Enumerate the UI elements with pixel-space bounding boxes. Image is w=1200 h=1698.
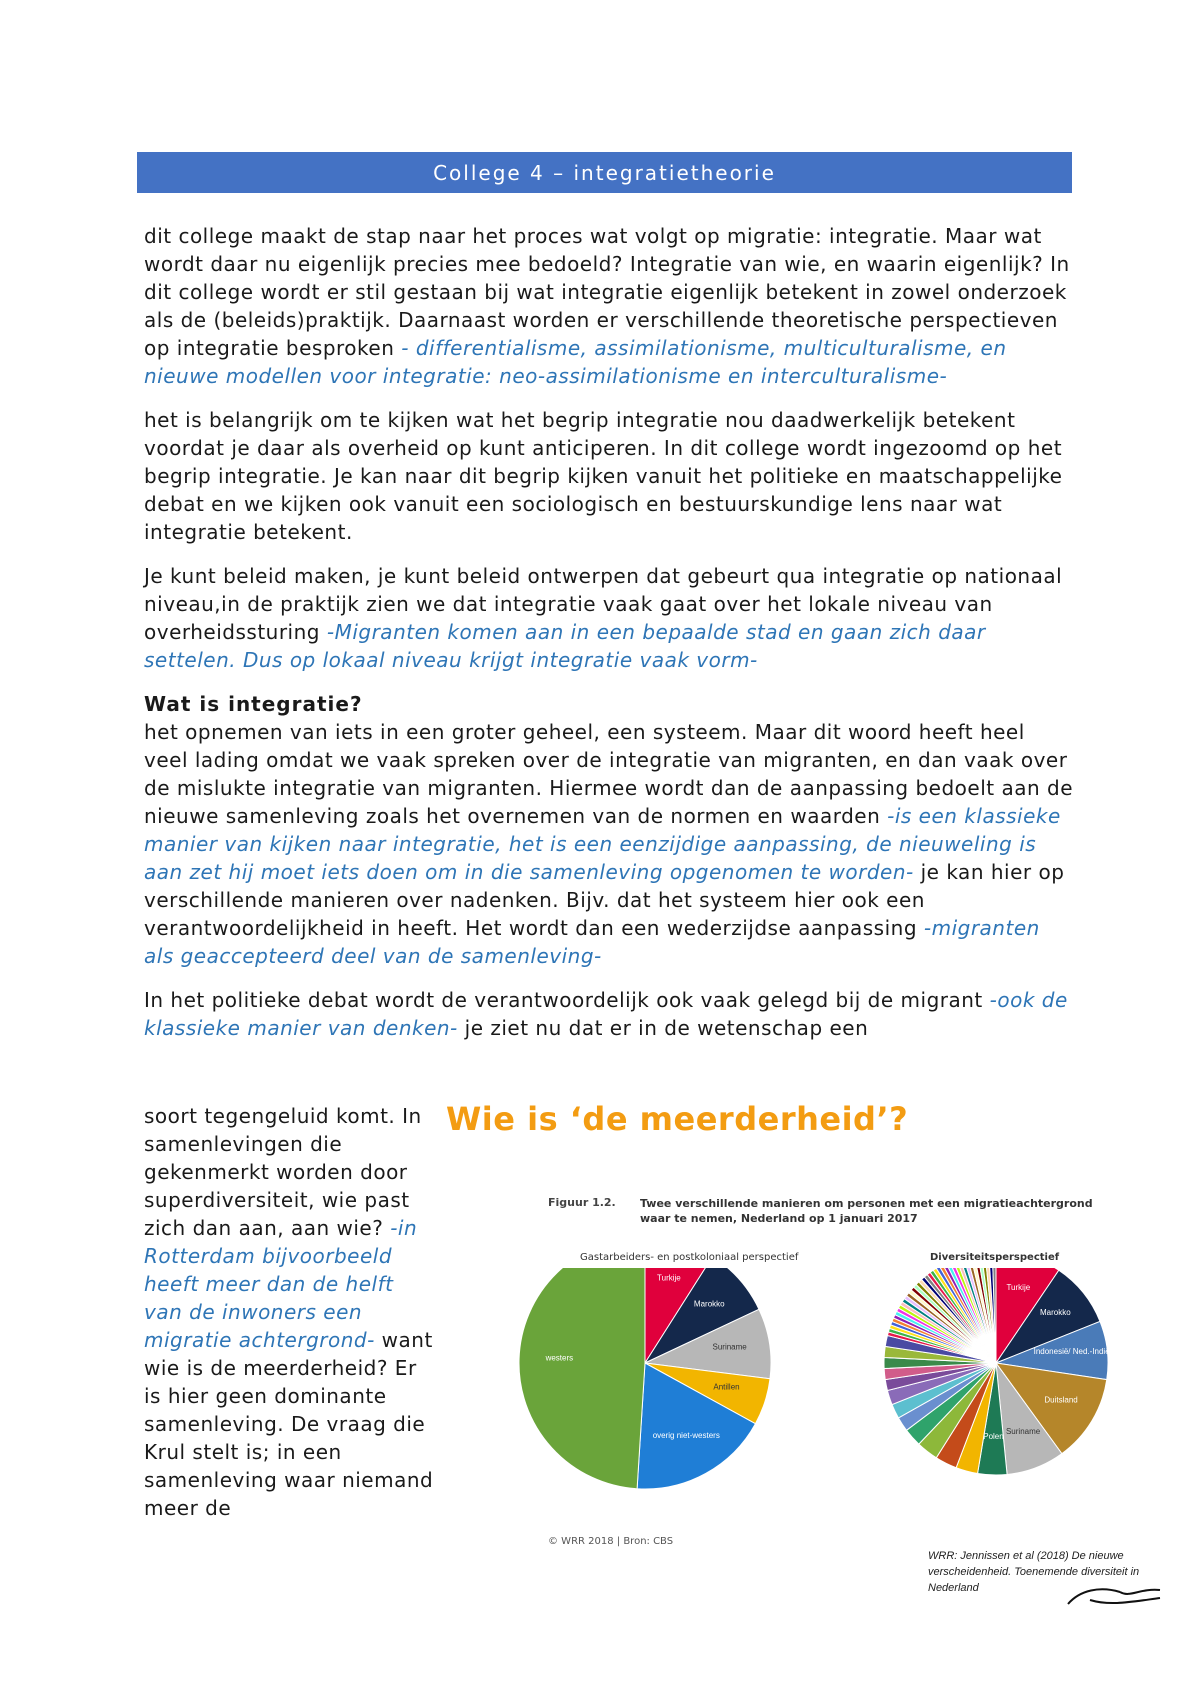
pie2-label-5: Polen [983,1432,1004,1442]
note-rotterdam: -in Rotterdam bijvoorbeeld heeft meer dan de helft van de inwoners een migratie achtergrond- [144,1216,418,1352]
paragraph-concept-text: het is belangrijk om te kijken wat het begrip integratie nou daadwerkelijk betekent voordat je daar als overheid op kunt anticiperen. In dit college wordt ingezoomd op het begrip integratie. Je kan naar dit begrip kijken vanuit het politieke en maatschappelijke debat en we kijken ook vanuit een sociologisch en bestuurskundige lens naar wat integratie betekent. [144,408,1063,544]
paragraph-political-debate-text: In het politieke debat wordt de verantwoordelijk ook vaak gelegd bij de migrant [144,988,990,1012]
paragraph-intro [144,222,1074,390]
pie1-slice-5 [519,1268,645,1489]
figure-caption: Twee verschillende manieren om personen met een migratieachtergrond waar te nemen, Nederland op 1 januari 2017 [640,1197,1093,1225]
pie2-label-1: Marokko [1039,1308,1071,1318]
figure-majority [430,1100,1170,1620]
side-text-a: soort tegengeluid komt. In samenlevingen die gekenmerkt worden door superdiversiteit, wie past zich dan aan, aan wie? [144,1104,422,1240]
pie2-label-3: Duitsland [1044,1395,1078,1405]
section-title-bar [137,152,1072,193]
side-text-b: want wie is de meerderheid? Er is hier geen dominante samenleving. De vraag die Krul stelt is; in een samenleving waar niemand meer de [144,1328,434,1520]
paragraph-political-debate [144,986,1074,1042]
pie1-label-5: westers [545,1353,574,1363]
erasmus-logo [1060,1580,1170,1614]
paragraph-what-is-integration [144,690,1074,970]
note-local-level: -Migranten komen aan in een bepaalde stad en gaan zich daar settelen. Dus op lokaal niveau krijgt integratie vaak vorm- [144,620,986,672]
note-accepted-part: -migranten als geaccepteerd deel van de samenleving- [144,916,1040,968]
paragraph-policy-level [144,562,1074,674]
paragraph-definition-text: het opnemen van iets in een groter geheel, een systeem. Maar dit woord heeft heel veel lading omdat we vaak spreken over de integratie van migranten, en dan vaak over de mislukte integratie van migranten. Hiermee wordt dan de aanpassing bedoelt aan de nieuwe samenleving zoals het overnemen van de normen en waarden [144,720,1074,828]
figure-source: © WRR 2018 | Bron: CBS [548,1536,674,1547]
figure-label: Figuur 1.2. [548,1196,616,1209]
paragraph-concept [144,406,1074,546]
pie1-label-4: overig niet-westers [652,1431,720,1441]
paragraph-intro-text: dit college maakt de stap naar het proces wat volgt op migratie: integratie. Maar wat wordt daar nu eigenlijk precies mee bedoeld? Integratie van wie, en waarin eigenlijk? In dit college wordt er stil gestaan bij wat integratie eigenlijk betekent in zowel onderzoek als de (beleids)praktijk. Daarnaast worden er verschillende theoretische perspectieven op integratie besproken [144,224,1070,360]
figure-reference: WRR: Jennissen et al (2018) De nieuwe verscheidenheid. Toenemende diversiteit in Nederland [928,1550,1140,1594]
body-text [144,222,1074,1042]
paragraph-policy-level-text: Je kunt beleid maken, je kunt beleid ontwerpen dat gebeurt qua integratie op nationaal niveau,in de praktijk zien we dat integratie vaak gaat over het lokale niveau van overheidssturing [144,564,1063,644]
pie1-label-3: Antillen [713,1382,740,1392]
section-title: College 4 – integratietheorie [433,160,776,185]
pie2-label-2: Indonesië/ Ned.-Indië [1033,1347,1110,1357]
pie2-title: Diversiteitsperspectief [930,1252,1060,1263]
heading-what-is-integration: Wat is integratie? [144,692,363,716]
note-theoretical-perspectives: - differentialisme, assimilationisme, multiculturalisme, en nieuwe modellen voor integratie: neo-assimilationisme en interculturalisme- [144,336,1007,388]
pie1-title: Gastarbeiders- en postkoloniaal perspectief [580,1252,799,1263]
note-classic-thinking: -ook de klassieke manier van denken- [144,988,1068,1040]
note-classic-view: -is een klassieke manier van kijken naar integratie, het is een eenzijdige aanpassing, de nieuweling is aan zet hij moet iets doen om in die samenleving opgenomen te worden- [144,804,1061,884]
paragraph-mutual-text: je kan hier op verschillende manieren over nadenken. Bijv. dat het systeem hier ook een verantwoordelijkheid in heeft. Het wordt dan een wederzijdse aanpassing [144,860,1065,940]
figure-title: Wie is ‘de meerderheid’? [446,1100,909,1138]
pie2-label-0: Turkije [1006,1283,1031,1293]
pie1-label-1: Marokko [693,1299,725,1309]
paragraph-science-text: je ziet nu dat er in de wetenschap een [457,1016,869,1040]
pie1-label-2: Suriname [712,1342,747,1352]
pie2-label-4: Suriname [1005,1427,1041,1437]
pie1-label-0: Turkije [657,1273,681,1283]
side-column-text [144,1102,434,1522]
